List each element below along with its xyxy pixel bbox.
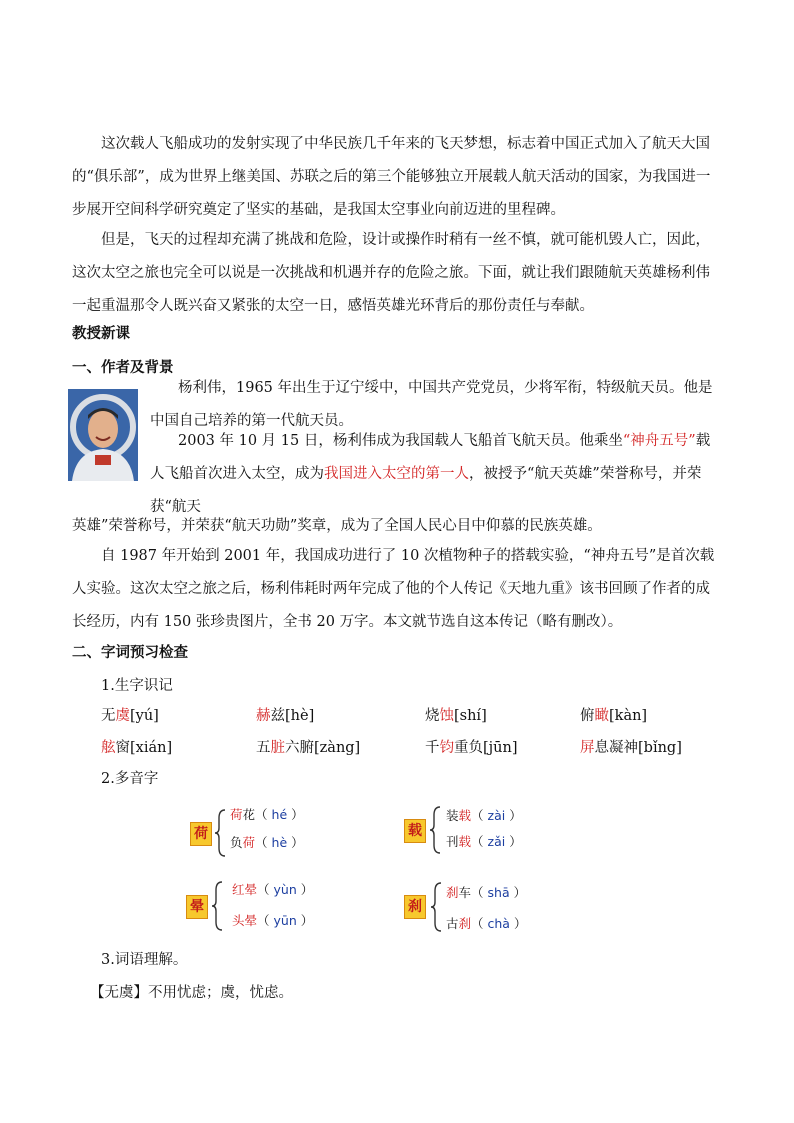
polyphone-item: 刊载（ zǎi ） bbox=[446, 834, 522, 849]
author-paragraph-1: 杨利伟，1965 年出生于辽宁绥中，中国共产党党员，少将军衔，特级航天员。他是中国自己培养的第一代航天员。 bbox=[150, 380, 713, 429]
author-paragraph-3: 英雄”荣誉称号，并荣获“航天功勋”奖章，成为了全国人民心目中仰慕的民族英雄。 bbox=[72, 518, 602, 534]
polyphone-item: 装载（ zài ） bbox=[446, 808, 522, 823]
polyphone-item: 古刹（ chà ） bbox=[446, 916, 527, 931]
brace-icon bbox=[210, 880, 224, 932]
author-text: 2003 年 10 月 15 日，杨利伟成为我国载人飞船首飞航天员。他乘坐 bbox=[178, 433, 623, 449]
polyphone-item: 头晕（ yūn ） bbox=[232, 913, 314, 928]
brace-icon bbox=[428, 805, 442, 855]
vocab-item: 无虞[yú] bbox=[101, 708, 159, 724]
polyphone-subheading: 2.多音字 bbox=[101, 771, 159, 787]
author-text: ，被授予“航天英雄”荣誉称号，并荣获“航天 bbox=[150, 466, 702, 515]
word-understanding-subheading: 3.词语理解。 bbox=[101, 952, 188, 968]
author-heading: 一、作者及背景 bbox=[72, 360, 174, 376]
vocab-item: 烧蚀[shí] bbox=[425, 708, 487, 724]
intro-paragraph-1: 这次载人飞船成功的发射实现了中华民族几千年来的飞天梦想，标志着中国正式加入了航天大国的“俱乐部”，成为世界上继美国、苏联之后的第三个能够独立开展载人航天活动的国家，为我国进一步展开空间科学研究奠定了坚实的基础，是我国太空事业向前迈进的里程碑。 bbox=[72, 136, 711, 218]
definition-term: 【无虞】 bbox=[90, 985, 148, 1001]
vocab-item: 五脏六腑[zàng] bbox=[256, 740, 361, 756]
highlight-shenzhou-5: “神舟五号” bbox=[622, 433, 696, 449]
new-words-subheading: 1.生字识记 bbox=[101, 678, 173, 694]
words-heading: 二、字词预习检查 bbox=[72, 645, 188, 661]
highlight-first-person: 我国进入太空的第一人 bbox=[324, 466, 469, 482]
vocab-item: 舷窗[xián] bbox=[101, 740, 173, 756]
vocab-item: 赫兹[hè] bbox=[256, 708, 315, 724]
vocab-item: 屏息凝神[bǐng] bbox=[580, 740, 682, 756]
intro-paragraph-2: 但是，飞天的过程却充满了挑战和危险，设计或操作时稍有一丝不慎，就可能机毁人亡，因此，这次太空之旅也完全可以说是一次挑战和机遇并存的危险之旅。下面，就让我们跟随航天英雄杨利伟一起重温那令人既兴奋又紧张的太空一日，感悟英雄光环背后的那份责任与奉献。 bbox=[72, 232, 710, 314]
author-text: 载人飞船首次进入太空，成为 bbox=[150, 433, 711, 482]
definition-line bbox=[90, 983, 293, 1003]
section-title: 教授新课 bbox=[72, 326, 130, 342]
polyphone-char-box: 晕 bbox=[186, 895, 208, 919]
polyphone-item: 红晕（ yùn ） bbox=[232, 882, 314, 897]
polyphone-item: 负荷（ hè ） bbox=[230, 835, 304, 850]
vocab-item: 千钧重负[jūn] bbox=[425, 740, 518, 756]
polyphone-item: 荷花（ hé ） bbox=[230, 807, 304, 822]
astronaut-portrait-icon bbox=[68, 389, 138, 481]
polyphone-item: 刹车（ shā ） bbox=[446, 885, 527, 900]
polyphone-char-box: 刹 bbox=[404, 895, 426, 919]
vocab-item: 俯瞰[kàn] bbox=[580, 708, 648, 724]
polyphone-char-box: 载 bbox=[404, 819, 426, 843]
polyphone-char-box: 荷 bbox=[190, 822, 212, 846]
astronaut-portrait-image bbox=[68, 389, 138, 481]
definition-text: 不用忧虑；虞，忧虑。 bbox=[148, 985, 293, 1001]
brace-icon bbox=[429, 881, 443, 933]
brace-icon bbox=[213, 808, 227, 858]
author-paragraph-4: 自 1987 年开始到 2001 年，我国成功进行了 10 次植物种子的搭载实验，“神舟五号”是首次载人实验。这次太空之旅之后，杨利伟耗时两年完成了他的个人传记《天地九重》该书回顾了作者的成长经历，内有 150 张珍贵图片，全书 20 万字。本文就节选自这本传记（略有删改）。 bbox=[72, 548, 715, 630]
